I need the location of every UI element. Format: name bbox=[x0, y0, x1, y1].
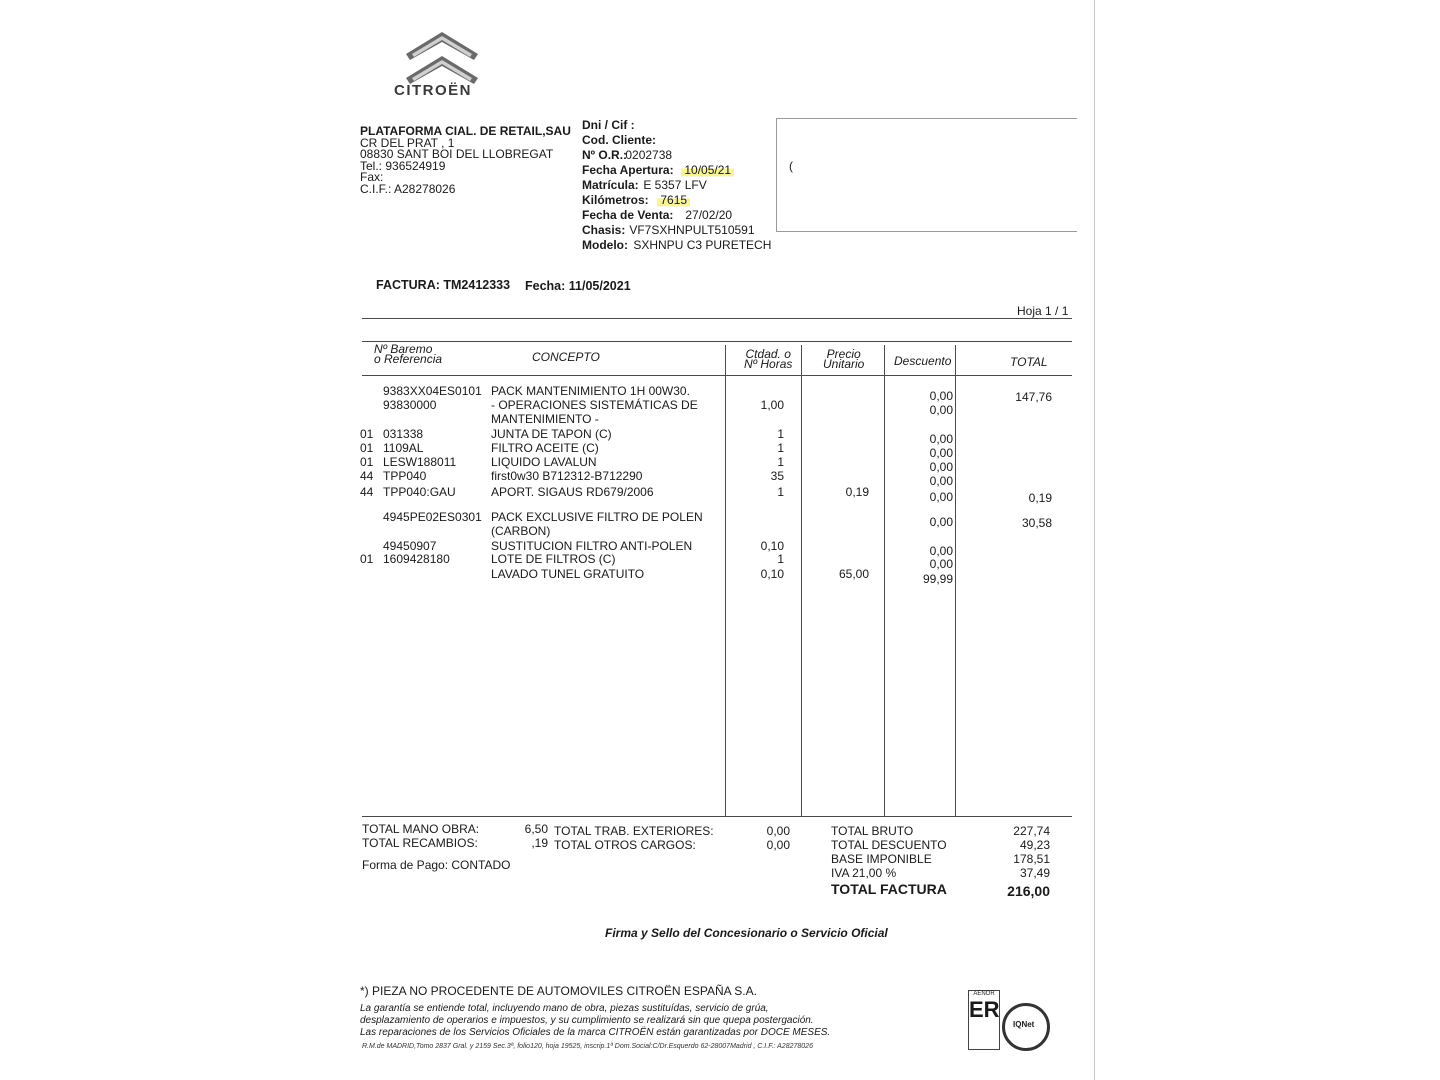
page-counter: Hoja 1 / 1 bbox=[1017, 304, 1069, 318]
line-quantity: 1 bbox=[777, 427, 784, 441]
line-reference: 1109AL bbox=[383, 441, 424, 455]
line-code: 01 bbox=[360, 455, 374, 469]
customer-box-mark: ( bbox=[789, 159, 793, 173]
fecha-venta-value: 27/02/20 bbox=[685, 208, 733, 222]
totals-mid bbox=[554, 824, 714, 852]
line-quantity: 1 bbox=[777, 455, 784, 469]
header-precio-line2: Unitario bbox=[823, 357, 865, 371]
trab-ext-label: TOTAL TRAB. EXTERIORES: bbox=[554, 824, 714, 838]
invoice-date bbox=[525, 279, 631, 293]
totals-left-values bbox=[510, 822, 548, 850]
header-baremo-line1: Nº Baremo bbox=[374, 342, 433, 356]
totals-mid-values bbox=[742, 824, 790, 852]
col-divider bbox=[884, 345, 885, 816]
line-unit-price: 0,19 bbox=[845, 485, 869, 499]
line-quantity: 1 bbox=[777, 485, 784, 499]
line-discount: 0,00 bbox=[929, 432, 953, 446]
iva-value: 37,49 bbox=[1019, 866, 1050, 880]
matricula-value: E 5357 LFV bbox=[643, 178, 707, 192]
aenor-er-certification-badge bbox=[968, 990, 1000, 1050]
descuento-total-value: 49,23 bbox=[1019, 838, 1050, 852]
header-total: TOTAL bbox=[1010, 355, 1048, 369]
line-reference: TPP040:GAU bbox=[383, 485, 456, 499]
line-discount: 0,00 bbox=[929, 474, 953, 488]
invoice-page bbox=[362, 0, 1095, 1080]
line-code: 44 bbox=[360, 485, 374, 499]
fecha-label: Fecha: bbox=[525, 279, 566, 293]
totals-right bbox=[831, 824, 947, 880]
totals-right-values bbox=[982, 824, 1050, 880]
fecha-apertura-value: 10/05/21 bbox=[681, 163, 734, 177]
line-concept: LOTE DE FILTROS (C) bbox=[491, 552, 616, 566]
line-concept: LIQUIDO LAVALUN bbox=[491, 455, 597, 469]
base-label: BASE IMPONIBLE bbox=[831, 852, 932, 866]
line-reference: TPP040 bbox=[383, 469, 427, 483]
line-concept: - OPERACIONES SISTEMÁTICAS DE bbox=[491, 398, 698, 412]
warranty-line3: Las reparaciones de los Servicios Oficiales de la marca CITROËN están garantizadas por DOCE MESES. bbox=[360, 1027, 831, 1038]
header-baremo bbox=[374, 344, 442, 364]
line-concept: PACK EXCLUSIVE FILTRO DE POLEN bbox=[491, 510, 703, 524]
otros-label: TOTAL OTROS CARGOS: bbox=[554, 838, 696, 852]
dni-label: Dni / Cif : bbox=[582, 118, 635, 132]
iqnet-label: IQNet bbox=[1013, 1020, 1035, 1029]
total-factura-value: 216,00 bbox=[1007, 883, 1050, 899]
header-baremo-line2: o Referencia bbox=[374, 352, 443, 366]
order-info bbox=[582, 118, 771, 253]
iqnet-certification-badge bbox=[1002, 1003, 1050, 1051]
registry-line: R.M.de MADRID,Tomo 2837 Gral. y 2159 Sec.3ª, folio120, hoja 19525, inscrip.1ª Dom.Social:C/Dr.Esquerdo 62-28007Madrid , C.I.F.: A28278026 bbox=[362, 1043, 813, 1050]
mano-obra-label: TOTAL MANO OBRA: bbox=[362, 822, 480, 836]
dealer-fax: Fax: bbox=[360, 170, 384, 184]
col-divider bbox=[725, 345, 726, 816]
line-discount: 0,00 bbox=[929, 490, 953, 504]
line-concept: PACK MANTENIMIENTO 1H 00W30. bbox=[491, 384, 690, 398]
line-concept: SUSTITUCION FILTRO ANTI-POLEN bbox=[491, 539, 693, 553]
header-concepto: CONCEPTO bbox=[532, 350, 600, 364]
customer-address-box bbox=[776, 118, 1077, 232]
factura-label: FACTURA: bbox=[376, 278, 440, 292]
base-value: 178,51 bbox=[1013, 852, 1050, 866]
line-code: 01 bbox=[360, 552, 374, 566]
header-ctdad-line1: Ctdad. o bbox=[745, 347, 791, 361]
fecha-value: 11/05/2021 bbox=[568, 279, 631, 293]
dealer-name: PLATAFORMA CIAL. DE RETAIL,SAU bbox=[360, 124, 571, 138]
header-precio bbox=[823, 349, 864, 369]
line-code: 44 bbox=[360, 469, 374, 483]
header-top-rule bbox=[362, 341, 1072, 342]
km-value: 7615 bbox=[657, 193, 690, 207]
line-quantity: 1,00 bbox=[760, 398, 784, 412]
line-reference: 4945PE02ES0301 bbox=[383, 510, 482, 524]
line-reference: 93830000 bbox=[383, 398, 437, 412]
line-code: 01 bbox=[360, 441, 374, 455]
recambios-value: ,19 bbox=[531, 836, 548, 850]
matricula-label: Matrícula: bbox=[582, 178, 639, 192]
line-quantity: 1 bbox=[777, 441, 784, 455]
line-concept: LAVADO TUNEL GRATUITO bbox=[491, 567, 645, 581]
line-concept: MANTENIMIENTO - bbox=[491, 412, 599, 426]
line-code: 01 bbox=[360, 427, 374, 441]
line-total: 0,19 bbox=[1028, 491, 1052, 505]
line-concept: FILTRO ACEITE (C) bbox=[491, 441, 599, 455]
factura-value: TM2412333 bbox=[443, 278, 511, 292]
line-concept: JUNTA DE TAPON (C) bbox=[491, 427, 612, 441]
forma-pago-value: CONTADO bbox=[451, 858, 511, 872]
header-descuento: Descuento bbox=[894, 354, 952, 368]
chasis-value: VF7SXHNPULT510591 bbox=[629, 223, 755, 237]
line-quantity: 1 bbox=[777, 552, 784, 566]
header-precio-line1: Precio bbox=[826, 347, 861, 361]
chasis-label: Chasis: bbox=[582, 223, 626, 237]
line-quantity: 0,10 bbox=[760, 539, 784, 553]
line-quantity: 0,10 bbox=[760, 567, 784, 581]
modelo-value: SXHNPU C3 PURETECH bbox=[633, 238, 772, 252]
line-discount: 0,00 bbox=[929, 446, 953, 460]
bruto-value: 227,74 bbox=[1013, 824, 1050, 838]
warranty-text bbox=[360, 1003, 830, 1039]
line-concept: first0w30 B712312-B712290 bbox=[491, 469, 643, 483]
col-divider bbox=[801, 345, 802, 816]
signature-caption: Firma y Sello del Concesionario o Servicio Oficial bbox=[605, 926, 888, 940]
line-total: 147,76 bbox=[1015, 390, 1052, 404]
or-label: Nº O.R.: bbox=[582, 148, 628, 162]
descuento-total-label: TOTAL DESCUENTO bbox=[831, 838, 947, 852]
forma-pago bbox=[362, 858, 511, 872]
line-concept: APORT. SIGAUS RD679/2006 bbox=[491, 485, 654, 499]
cod-cliente-label: Cod. Cliente: bbox=[582, 133, 656, 147]
header-ctdad-line2: Nº Horas bbox=[744, 357, 793, 371]
mano-obra-value: 6,50 bbox=[524, 822, 548, 836]
forma-pago-label: Forma de Pago: bbox=[362, 858, 449, 872]
top-rule bbox=[362, 318, 1072, 319]
or-value: 0202738 bbox=[625, 148, 673, 162]
dealer-tel: Tel.: 936524919 bbox=[360, 158, 446, 173]
line-reference: 49450907 bbox=[383, 539, 437, 553]
line-discount: 99,99 bbox=[922, 572, 953, 586]
bruto-label: TOTAL BRUTO bbox=[831, 824, 914, 838]
fecha-venta-label: Fecha de Venta: bbox=[582, 208, 674, 222]
total-factura-label: TOTAL FACTURA bbox=[831, 881, 947, 897]
dealer-block bbox=[360, 126, 571, 195]
dealer-cif: C.I.F.: A28278026 bbox=[360, 181, 456, 196]
totals-left bbox=[362, 822, 479, 850]
col-divider bbox=[955, 345, 956, 816]
line-discount: 0,00 bbox=[929, 460, 953, 474]
recambios-label: TOTAL RECAMBIOS: bbox=[362, 836, 478, 850]
line-discount: 0,00 bbox=[929, 389, 953, 403]
modelo-label: Modelo: bbox=[582, 238, 628, 252]
line-reference: 9383XX04ES0101 bbox=[383, 384, 482, 398]
line-discount: 0,00 bbox=[929, 544, 953, 558]
trab-ext-value: 0,00 bbox=[766, 824, 790, 838]
line-discount: 0,00 bbox=[929, 515, 953, 529]
header-bottom-rule bbox=[362, 375, 1072, 376]
aenor-label: AENOR bbox=[973, 991, 995, 997]
brand-wordmark: CITROËN bbox=[394, 82, 472, 99]
dealer-city: 08830 SANT BOI DEL LLOBREGAT bbox=[360, 147, 554, 161]
er-mark: ER bbox=[969, 997, 1000, 1022]
line-unit-price: 65,00 bbox=[838, 567, 869, 581]
invoice-number bbox=[376, 278, 510, 292]
line-concept: (CARBON) bbox=[491, 524, 551, 538]
table-bottom-rule bbox=[362, 816, 1072, 817]
line-reference: 1609428180 bbox=[383, 552, 450, 566]
iva-label: IVA 21,00 % bbox=[831, 866, 897, 880]
warranty-line2: desplazamiento de operarios e impuestos, y su cumplimiento se realizará sin que quepa postergación. bbox=[360, 1015, 814, 1026]
line-reference: LESW188011 bbox=[383, 455, 457, 469]
km-label: Kilómetros: bbox=[582, 193, 649, 207]
fecha-apertura-label: Fecha Apertura: bbox=[582, 163, 674, 177]
line-total: 30,58 bbox=[1021, 516, 1052, 530]
pieza-note: *) PIEZA NO PROCEDENTE DE AUTOMOVILES CITROËN ESPAÑA S.A. bbox=[360, 984, 757, 998]
line-discount: 0,00 bbox=[929, 557, 953, 571]
line-reference: 031338 bbox=[383, 427, 424, 441]
otros-value: 0,00 bbox=[766, 838, 790, 852]
warranty-line1: La garantía se entiende total, incluyendo mano de obra, piezas sustituídas, servicio de grúa, bbox=[360, 1003, 769, 1014]
line-quantity: 35 bbox=[770, 469, 784, 483]
dealer-address: CR DEL PRAT , 1 bbox=[360, 135, 455, 150]
line-discount: 0,00 bbox=[929, 403, 953, 417]
header-ctdad bbox=[744, 349, 792, 369]
